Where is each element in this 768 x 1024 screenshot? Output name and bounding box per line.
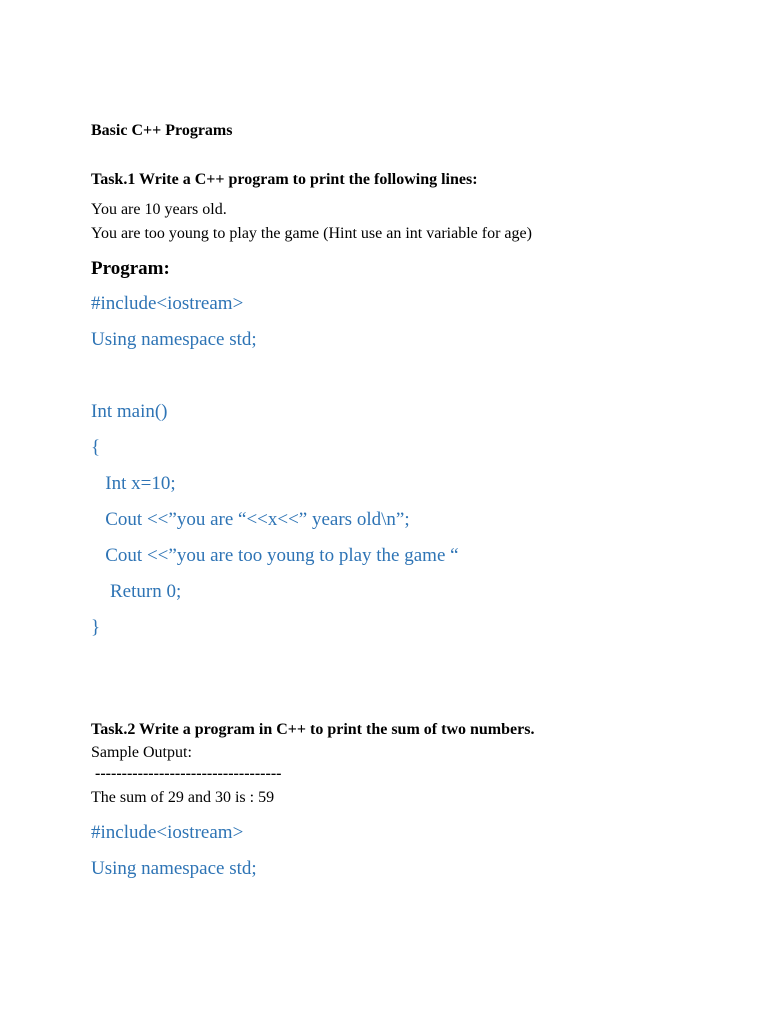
sample-output-result: The sum of 29 and 30 is : 59 <box>91 789 275 806</box>
code-line-include: #include<iostream> <box>91 293 244 314</box>
document-title: Basic C++ Programs <box>91 122 233 139</box>
code-line-cout-2: Cout <<”you are too young to play the game “ <box>91 545 459 566</box>
code-line-main: Int main() <box>91 401 168 422</box>
task2-heading: Task.2 Write a program in C++ to print the sum of two numbers. <box>91 721 535 738</box>
task2-code-line-include: #include<iostream> <box>91 822 244 843</box>
sample-output-divider: ----------------------------------- <box>91 765 282 782</box>
code-line-open-brace: { <box>91 437 101 458</box>
task1-output-line-2: You are too young to play the game (Hint use an int variable for age) <box>91 225 532 242</box>
sample-output-label: Sample Output: <box>91 744 192 761</box>
task1-output-line-1: You are 10 years old. <box>91 201 227 218</box>
program-label: Program: <box>91 258 170 279</box>
code-line-cout-1: Cout <<”you are “<<x<<” years old\n”; <box>91 509 410 530</box>
code-line-int-x: Int x=10; <box>91 473 176 494</box>
code-line-return: Return 0; <box>91 581 182 602</box>
code-line-close-brace: } <box>91 617 101 638</box>
code-line-namespace: Using namespace std; <box>91 329 257 350</box>
task2-code-line-namespace: Using namespace std; <box>91 858 257 879</box>
task1-heading: Task.1 Write a C++ program to print the following lines: <box>91 171 478 188</box>
